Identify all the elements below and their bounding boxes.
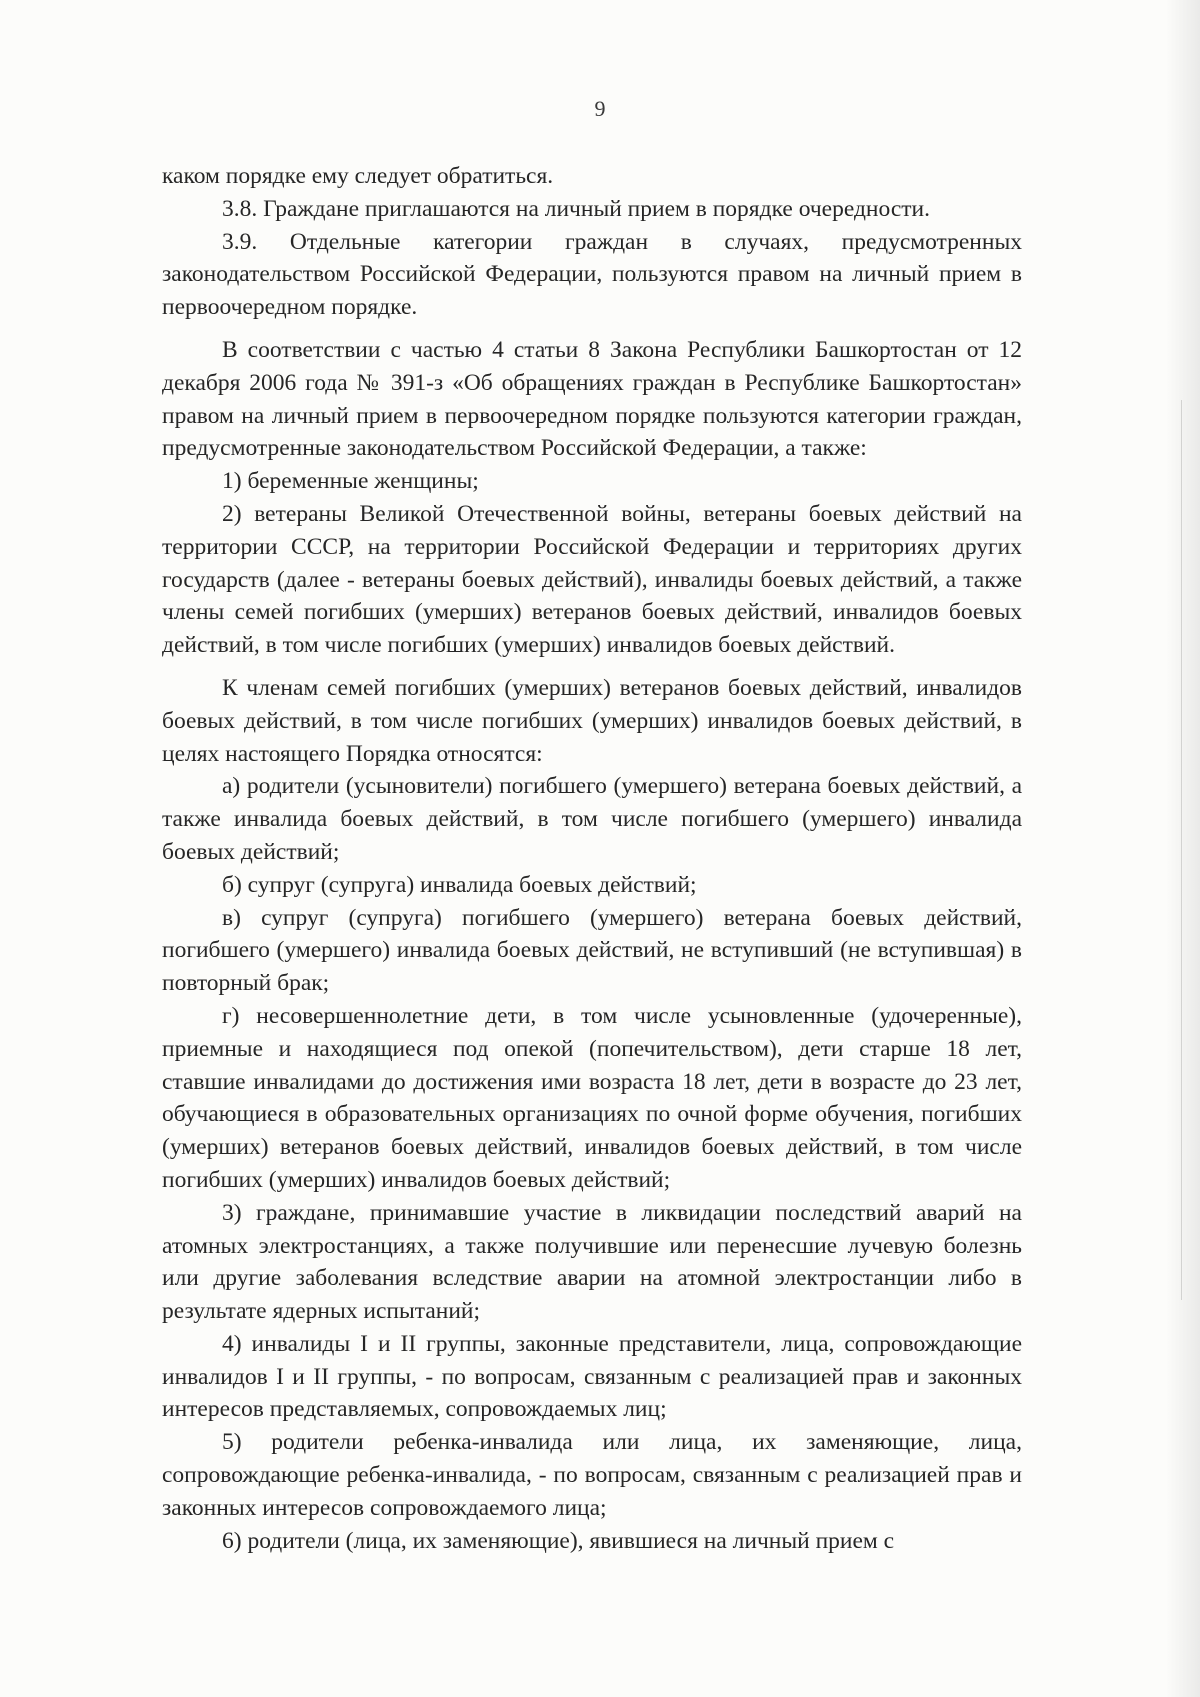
scan-edge-shadow xyxy=(1166,0,1200,1697)
clause-3-8: 3.8. Граждане приглашаются на личный прием в порядке очередности. xyxy=(222,195,930,222)
sub-item-b: б) супруг (супруга) инвалида боевых действий; xyxy=(222,871,697,898)
sub-item-g: г) несовершеннолетние дети, в том числе усыновленные (удочеренные), приемные и находящиеся под опекой (попечительством), дети старше 18 лет, ставшие инвалидами до достижения ими возраста 18 лет, дети в возрасте до 23 лет, обучающиеся в образовательных организациях по очной форме обучения, погибших (умерших) ветеранов боевых действий, инвалидов боевых действий, в том числе погибших (умерших) инвалидов боевых действий; xyxy=(162,1002,1022,1193)
list-item-1: 1) беременные женщины; xyxy=(222,468,479,495)
clause-3-9: 3.9. Отдельные категории граждан в случаях, предусмотренных законодательством Российской Федерации, пользуются правом на личный прием в первоочередном порядке. xyxy=(162,228,1022,321)
list-item-2: 2) ветераны Великой Отечественной войны, ветераны боевых действий на территории СССР, на территории Российской Федерации и территориях других государств (далее - ветераны боевых действий), инвалиды боевых действий, а также члены семей погибших (умерших) ветеранов боевых действий, инвалидов боевых действий, в том числе погибших (умерших) инвалидов боевых действий. xyxy=(162,500,1022,659)
scan-artifact-line xyxy=(1181,400,1182,1300)
sub-item-v: в) супруг (супруга) погибшего (умершего) ветерана боевых действий, погибшего (умершего) инвалида боевых действий, не вступивший (не вступившая) в повторный брак; xyxy=(162,904,1022,997)
paragraph-continuation: каком порядке ему следует обратиться. xyxy=(162,163,554,189)
list-item-6: 6) родители (лица, их заменяющие), явившиеся на личный прием с xyxy=(222,1527,895,1554)
sub-item-a: а) родители (усыновители) погибшего (умершего) ветерана боевых действий, а также инвалида боевых действий, в том числе погибшего (умершего) инвалида боевых действий; xyxy=(162,773,1022,865)
list-item-3: 3) граждане, принимавшие участие в ликвидации последствий аварий на атомных электростанциях, а также получившие или перенесшие лучевую болезнь или другие заболевания вследствие аварии на атомной электростанции либо в результате ядерных испытаний; xyxy=(162,1199,1022,1325)
paragraph-law-reference: В соответствии с частью 4 статьи 8 Закона Республики Башкортостан от 12 декабря 2006 года № 391-з «Об обращениях граждан в Республике Башкортостан» правом на личный прием в первоочередном порядке пользуются категории граждан, предусмотренные законодательством Российской Федерации, а также: xyxy=(162,336,1022,462)
page-number: 9 xyxy=(594,96,606,121)
document-body xyxy=(162,160,1022,1557)
list-item-4: 4) инвалиды I и II группы, законные представители, лица, сопровождающие инвалидов I и II группы, - по вопросам, связанным с реализацией прав и законных интересов представляемых, сопровождаемых лиц; xyxy=(162,1330,1022,1423)
list-item-5: 5) родители ребенка-инвалида или лица, их заменяющие, лица, сопровождающие ребенка-инвалида, - по вопросам, связанным с реализацией прав и законных интересов сопровождаемого лица; xyxy=(162,1429,1022,1521)
paragraph-family-members: К членам семей погибших (умерших) ветеранов боевых действий, инвалидов боевых действий, в том числе погибших (умерших) инвалидов боевых действий, в целях настоящего Порядка относятся: xyxy=(162,674,1022,767)
